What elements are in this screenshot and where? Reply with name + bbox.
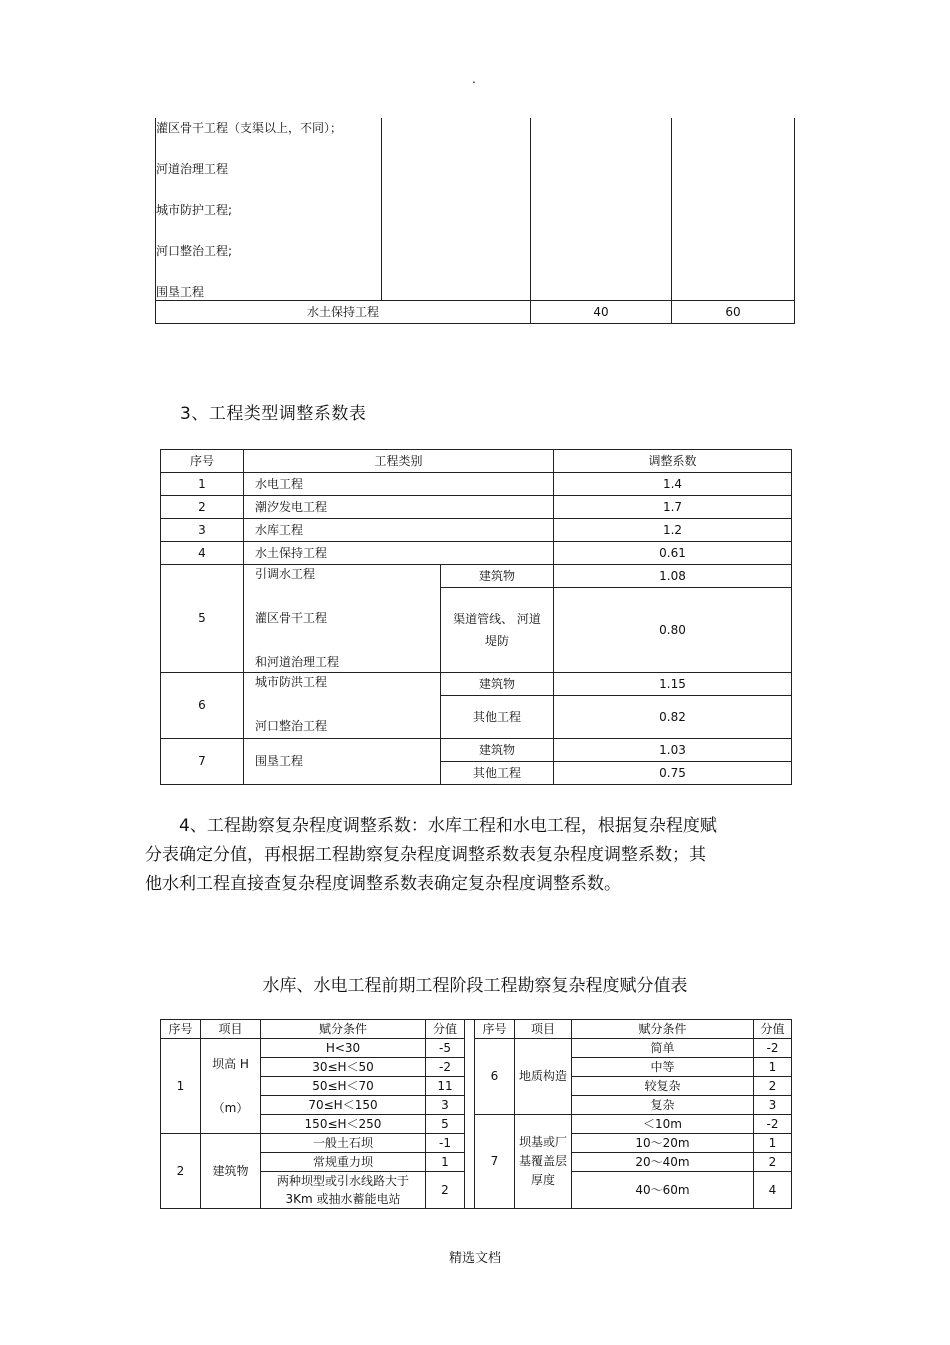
- condition: 较复杂: [572, 1077, 754, 1096]
- sub-category: 其他工程: [441, 762, 554, 785]
- row-no: 1: [161, 473, 244, 496]
- condition: 两种坝型或引水线路大于 3Km 或抽水蓄能电站: [261, 1172, 426, 1209]
- group-no: 7: [475, 1115, 515, 1209]
- condition: 复杂: [572, 1096, 754, 1115]
- score: 5: [426, 1115, 465, 1134]
- condition: 中等: [572, 1058, 754, 1077]
- table-3-caption: 水库、水电工程前期工程阶段工程勘察复杂程度赋分值表: [262, 976, 688, 996]
- row-type: 水土保持工程: [244, 542, 554, 565]
- table-row: [161, 673, 792, 696]
- list-item: 围垦工程: [156, 285, 205, 299]
- group-no: 2: [161, 1134, 201, 1209]
- condition: 10～20m: [572, 1134, 754, 1153]
- sub-category: 其他工程: [441, 696, 554, 739]
- header-no: 序号: [161, 1020, 201, 1039]
- condition: 150≤H＜250: [261, 1115, 426, 1134]
- row-coef: 0.82: [554, 696, 792, 739]
- score: 2: [754, 1077, 792, 1096]
- table-row: [161, 565, 792, 588]
- paragraph-line: 4、工程勘察复杂程度调整系数：水库工程和水电工程，根据复杂程度赋: [179, 816, 717, 836]
- condition: 40～60m: [572, 1172, 754, 1209]
- condition: 简单: [572, 1039, 754, 1058]
- table-header-row: [161, 1020, 792, 1039]
- list-item: 和河道治理工程: [255, 655, 340, 669]
- group-item: [201, 1039, 261, 1134]
- table-row: [156, 301, 795, 324]
- paragraph-4: [145, 812, 765, 899]
- row-no: 6: [161, 673, 244, 739]
- sub-category: 建筑物: [441, 673, 554, 696]
- header-cond: 赋分条件: [261, 1020, 426, 1039]
- condition: 50≤H＜70: [261, 1077, 426, 1096]
- row-type: 水库工程: [244, 519, 554, 542]
- row-no: 5: [161, 565, 244, 673]
- gap-column: [465, 1020, 475, 1209]
- row-coef: 1.08: [554, 565, 792, 588]
- condition: 70≤H＜150: [261, 1096, 426, 1115]
- row-no: 7: [161, 739, 244, 785]
- score: -5: [426, 1039, 465, 1058]
- row-type-group: [244, 565, 441, 673]
- empty-cell: [672, 118, 795, 301]
- condition: ＜10m: [572, 1115, 754, 1134]
- table-row: [156, 118, 795, 301]
- score: 2: [754, 1153, 792, 1172]
- row-label: 水土保持工程: [156, 301, 531, 324]
- list-item: 城市防洪工程: [255, 675, 328, 689]
- condition: 20～40m: [572, 1153, 754, 1172]
- table-row: [161, 473, 792, 496]
- group-item: 建筑物: [201, 1134, 261, 1209]
- row-no: 3: [161, 519, 244, 542]
- page-footer: 精选文档: [448, 1251, 501, 1266]
- table-row: [161, 496, 792, 519]
- list-item: 城市防护工程;: [156, 203, 233, 217]
- row-coef: 1.2: [554, 519, 792, 542]
- item-label: 坝高 H: [212, 1056, 249, 1071]
- score: 1: [426, 1153, 465, 1172]
- row-no: 2: [161, 496, 244, 519]
- table-row: [161, 519, 792, 542]
- score: 3: [754, 1096, 792, 1115]
- paragraph-line: 他水利工程直接查复杂程度调整系数表确定复杂程度调整系数。: [145, 874, 621, 894]
- group-no: 6: [475, 1039, 515, 1115]
- condition: 一般土石坝: [261, 1134, 426, 1153]
- row-coef: 0.75: [554, 762, 792, 785]
- empty-cell: [382, 118, 531, 301]
- list-item: 引调水工程: [255, 567, 316, 581]
- project-type-coefficient-table: [160, 449, 792, 785]
- condition: 30≤H＜50: [261, 1058, 426, 1077]
- header-no: 序号: [161, 450, 244, 473]
- complexity-score-table: [160, 1019, 792, 1209]
- score: -2: [754, 1039, 792, 1058]
- row-coef: 1.4: [554, 473, 792, 496]
- list-item: 河口整治工程;: [156, 244, 233, 258]
- engineering-category-table-continued: [155, 118, 795, 324]
- item-label: （m）: [212, 1100, 249, 1115]
- score: 2: [426, 1172, 465, 1209]
- row-coef: 0.80: [554, 588, 792, 673]
- row-type: 水电工程: [244, 473, 554, 496]
- row-coef: 1.7: [554, 496, 792, 519]
- score: -1: [426, 1134, 465, 1153]
- score: 11: [426, 1077, 465, 1096]
- section-3-title: 3、工程类型调整系数表: [180, 404, 367, 424]
- list-item: 灌区骨干工程（支渠以上，不同）；: [156, 121, 343, 135]
- table-row: [161, 1039, 792, 1058]
- paragraph-line: 分表确定分值，再根据工程勘察复杂程度调整系数表复杂程度调整系数；其: [145, 845, 706, 865]
- score: 1: [754, 1058, 792, 1077]
- row-coef: 1.03: [554, 739, 792, 762]
- condition: H<30: [261, 1039, 426, 1058]
- list-item: 河口整治工程: [255, 719, 328, 733]
- header-no: 序号: [475, 1020, 515, 1039]
- group-item: 地质构造: [515, 1039, 572, 1115]
- row-type: 围垦工程: [244, 739, 441, 785]
- header-item: 项目: [515, 1020, 572, 1039]
- value-cell: 60: [672, 301, 795, 324]
- group-no: 1: [161, 1039, 201, 1134]
- header-score: 分值: [426, 1020, 465, 1039]
- row-type-group: [244, 673, 441, 739]
- score: -2: [754, 1115, 792, 1134]
- row-coef: 1.15: [554, 673, 792, 696]
- sub-category: 渠道管线、 河道堤防: [441, 588, 554, 673]
- list-item: 河道治理工程: [156, 162, 229, 176]
- score: 1: [754, 1134, 792, 1153]
- header-type: 工程类别: [244, 450, 554, 473]
- category-list-cell: [156, 118, 382, 301]
- table-row: [161, 739, 792, 762]
- empty-cell: [531, 118, 672, 301]
- header-coef: 调整系数: [554, 450, 792, 473]
- sub-category: 建筑物: [441, 739, 554, 762]
- score: 4: [754, 1172, 792, 1209]
- row-type: 潮汐发电工程: [244, 496, 554, 519]
- row-no: 4: [161, 542, 244, 565]
- score: 3: [426, 1096, 465, 1115]
- group-item: 坝基或厂基覆盖层厚度: [515, 1115, 572, 1209]
- header-score: 分值: [754, 1020, 792, 1039]
- row-coef: 0.61: [554, 542, 792, 565]
- table-header-row: [161, 450, 792, 473]
- score: -2: [426, 1058, 465, 1077]
- value-cell: 40: [531, 301, 672, 324]
- header-dot: .: [472, 72, 476, 86]
- condition: 常规重力坝: [261, 1153, 426, 1172]
- list-item: 灌区骨干工程: [255, 611, 328, 625]
- sub-category: 建筑物: [441, 565, 554, 588]
- header-item: 项目: [201, 1020, 261, 1039]
- header-cond: 赋分条件: [572, 1020, 754, 1039]
- table-row: [161, 542, 792, 565]
